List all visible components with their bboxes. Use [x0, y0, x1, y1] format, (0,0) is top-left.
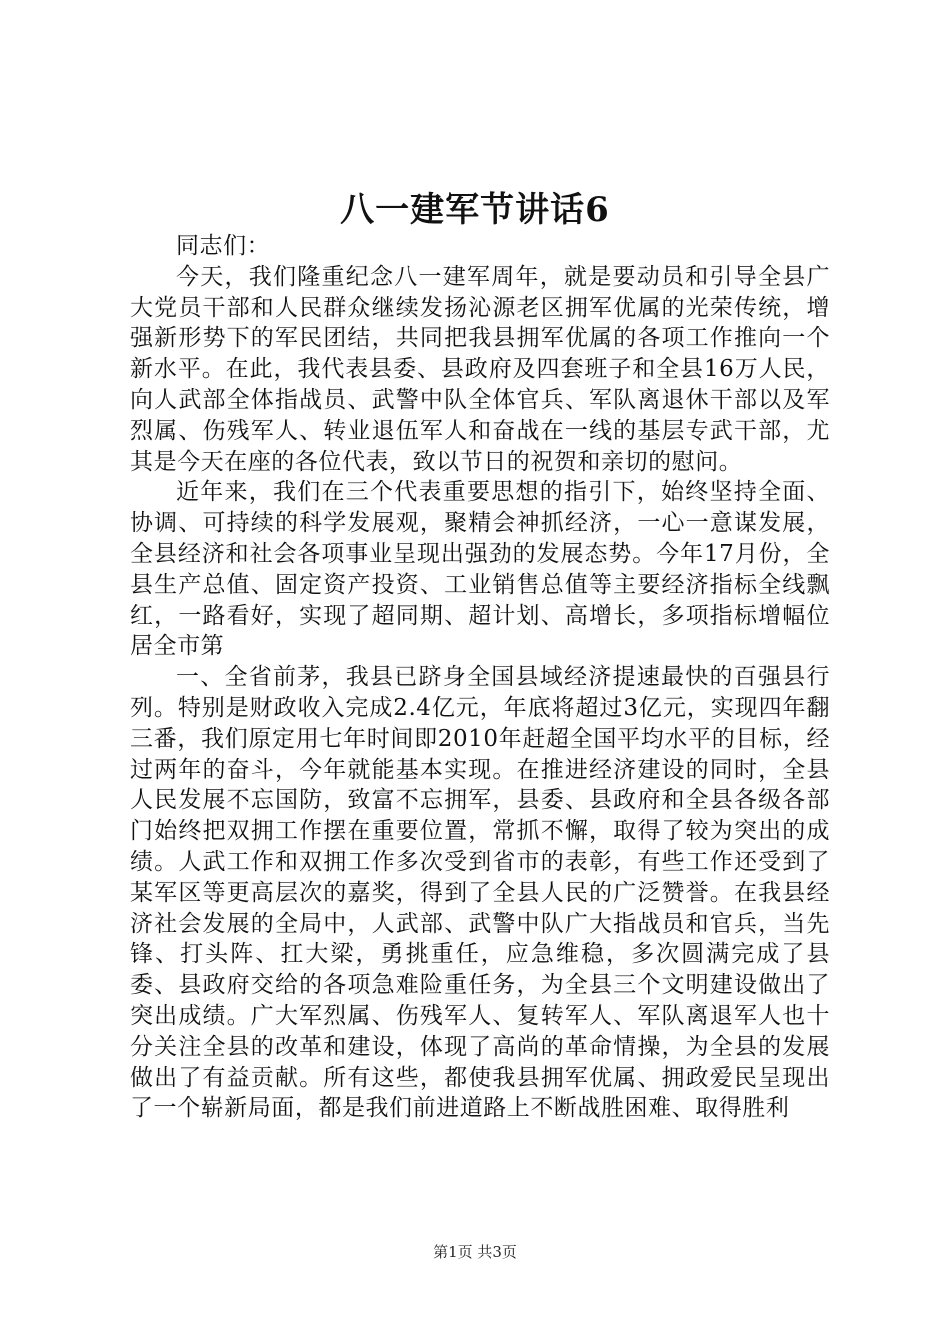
- page-footer: 第1页 共3页: [433, 1243, 517, 1261]
- paragraph-3: 一、全省前茅，我县已跻身全国县域经济提速最快的百强县行列。特别是财政收入完成2.4亿元，年底将超过3亿元，实现四年翻三番，我们原定用七年时间即2010年赶超全国平均水平的目标，经过两年的奋斗，今年就能基本实现。在推进经济建设的同时，全县人民发展不忘国防，致富不忘拥军，县委、县政府和全县各级各部门始终把双拥工作摆在重要位置，常抓不懈，取得了较为突出的成绩。人武工作和双拥工作多次受到省市的表彰，有些工作还受到了某军区等更高层次的嘉奖，得到了全县人民的广泛赞誉。在我县经济社会发展的全局中，人武部、武警中队广大指战员和官兵，当先锋、打头阵、扛大梁，勇挑重任，应急维稳，多次圆满完成了县委、县政府交给的各项急难险重任务，为全县三个文明建设做出了突出成绩。广大军烈属、伤残军人、复转军人、军队离退军人也十分关注全县的改革和建设，体现了高尚的革命情操，为全县的发展做出了有益贡献。所有这些，都使我县拥军优属、拥政爱民呈现出了一个崭新局面，都是我们前进道路上不断战胜困难、取得胜利: [130, 664, 830, 1122]
- document-body: [130, 231, 830, 1124]
- paragraph-2: 近年来，我们在三个代表重要思想的指引下，始终坚持全面、协调、可持续的科学发展观，聚精会神抓经济，一心一意谋发展，全县经济和社会各项事业呈现出强劲的发展态势。今年17月份，全县生产总值、固定资产投资、工业销售总值等主要经济指标全线飘红，一路看好，实现了超同期、超计划、高增长，多项指标增幅位居全市第: [130, 479, 830, 660]
- salutation: 同志们：: [176, 233, 271, 259]
- document-title: 八一建军节讲话6: [340, 190, 610, 230]
- paragraph-1: 今天，我们隆重纪念八一建军周年，就是要动员和引导全县广大党员干部和人民群众继续发扬沁源老区拥军优属的光荣传统，增强新形势下的军民团结，共同把我县拥军优属的各项工作推向一个新水平。在此，我代表县委、县政府及四套班子和全县16万人民，向人武部全体指战员、武警中队全体官兵、军队离退休干部以及军烈属、伤残军人、转业退伍军人和奋战在一线的基层专武干部，尤其是今天在座的各位代表，致以节日的祝贺和亲切的慰问。: [130, 263, 830, 475]
